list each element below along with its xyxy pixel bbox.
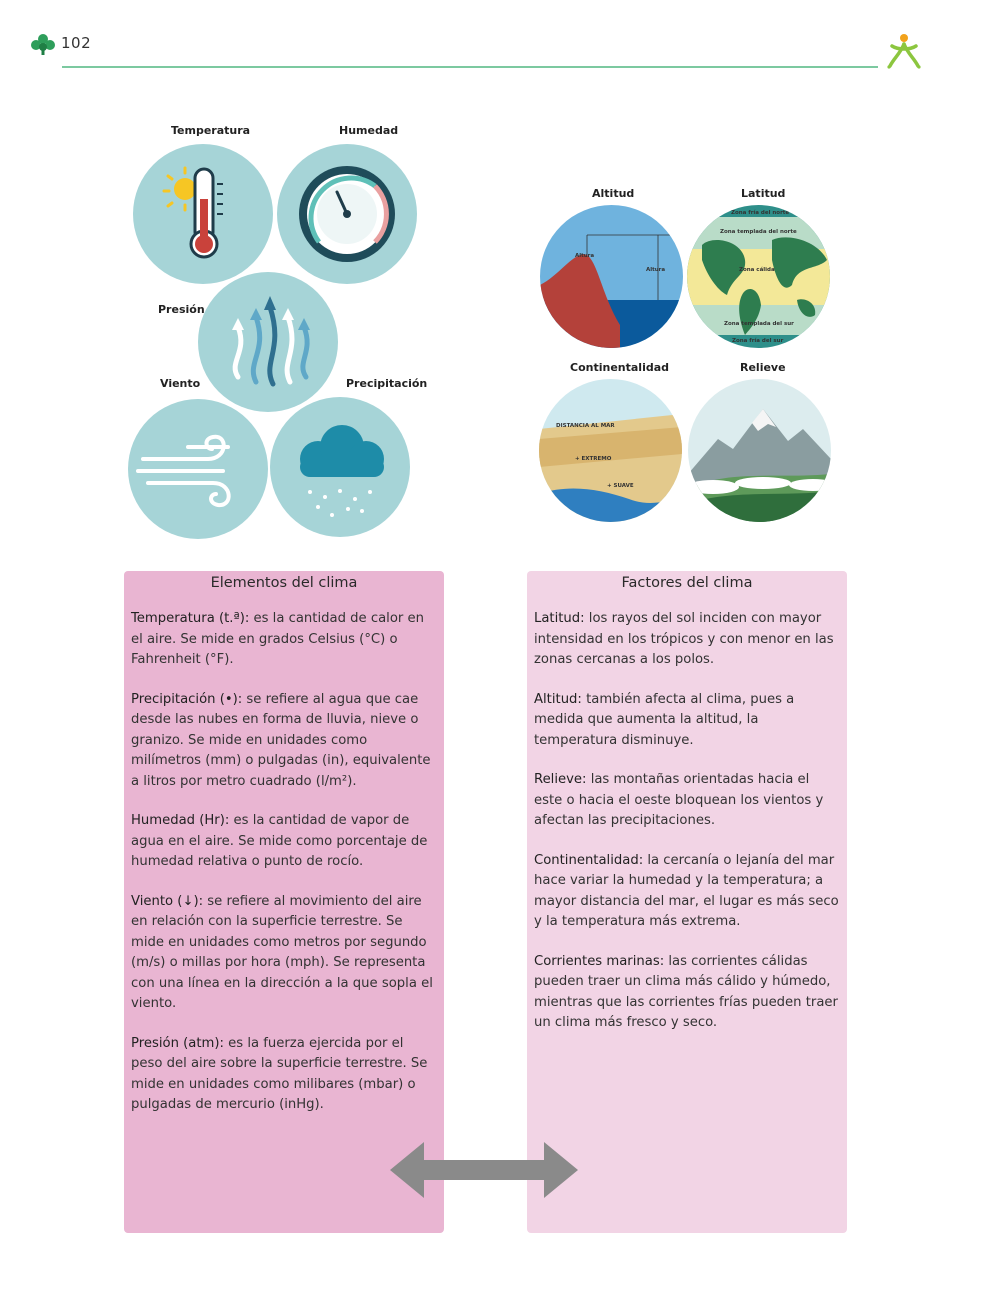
zona-fria-norte-label: Zona fría del norte [731,210,790,216]
elemento-humedad: Humedad (Hr): es la cantidad de vapor de agua en el aire. Se mide como porcentaje de humedad relativa o punto de rocío. [131,813,428,869]
latitude-globe-icon [687,205,830,348]
latitude-circle [687,205,830,348]
wind-circle [128,399,268,539]
continentality-circle [539,379,682,522]
factor-corrientes-marinas: Corrientes marinas: las corrientes cálidas pueden traer un clima más cálido y húmedo, mientras que las corrientes frías pueden traer un clima más fresco y seco. [534,953,838,1030]
continentality-diagram-icon [539,379,682,522]
thermometer-icon [133,144,273,284]
label-continentalidad: Continentalidad [570,361,670,374]
pressure-circle [198,272,338,412]
precipitation-circle [270,397,410,537]
series-logo-icon [884,32,924,76]
altitude-circle [540,205,683,348]
elementos-title: Elementos del clima [210,575,358,591]
elemento-presion: Presión (atm): es la fuerza ejercida por el peso del aire sobre la superficie terrestre. Se mide en unidades como milibares (mbar) o pulgadas de mercurio (inHg). [131,1035,428,1112]
altura-label-1: Altura [575,253,595,259]
suave-label: + SUAVE [607,483,634,489]
hygrometer-icon [277,144,417,284]
relief-circle [688,379,831,522]
factores-panel [527,571,847,1233]
label-presion: Presión [158,303,205,316]
mountains-icon [688,379,831,522]
extremo-label: + EXTREMO [575,456,612,462]
elemento-precipitacion: Precipitación (•): se refiere al agua que cae desde las nubes en forma de lluvia, nieve o granizo. Se mide en unidades como milímetros (mm) o pulgadas (in), equivalente a litros por metro cuadrado (l/m²). [131,691,431,789]
double-arrow-icon [388,1138,580,1206]
distancia-al-mar-label: DISTANCIA AL MAR [556,423,615,429]
elemento-viento: Viento (↓): se refiere al movimiento del aire en relación con la superficie terrestre. Se mide en unidades como metros por segundo (m/s) o millas por hora (mph). Se representa con una línea en la dirección a la que sopla el viento. [131,893,433,1011]
pressure-arrows-icon [198,272,338,412]
altitude-diagram-icon [540,205,683,348]
label-precipitacion: Precipitación [346,377,428,390]
label-altitud: Altitud [592,187,635,200]
temperature-circle [133,144,273,284]
elemento-temperatura: Temperatura (t.ª): es la cantidad de calor en el aire. Se mide en grados Celsius (°C) o Fahrenheit (°F). [131,611,424,667]
factor-relieve: Relieve: las montañas orientadas hacia el este o hacia el oeste bloquean los vientos y afectan las precipitaciones. [534,772,824,828]
header-divider [62,66,878,68]
wind-icon [128,399,268,539]
rain-cloud-icon [270,397,410,537]
elementos-panel [124,571,444,1233]
zona-templada-norte-label: Zona templada del norte [720,229,797,235]
zona-calida-label: Zona cálida [739,267,775,273]
factor-latitud: Latitud: los rayos del sol inciden con mayor intensidad en los trópicos y con menor en las zonas cercanas a los polos. [534,611,834,667]
publisher-logo-icon [30,32,56,60]
factor-continentalidad: Continentalidad: la cercanía o lejanía del mar hace variar la humedad y la temperatura; a mayor distancia del mar, el lugar es más seco y la temperatura más extrema. [534,852,839,929]
factor-altitud: Altitud: también afecta al clima, pues a medida que aumenta la altitud, la temperatura disminuye. [534,691,795,748]
label-relieve: Relieve [740,361,786,374]
label-viento: Viento [160,377,201,390]
humidity-circle [277,144,417,284]
page-number: 102 [61,34,92,52]
label-temperatura: Temperatura [171,124,251,137]
zona-templada-sur-label: Zona templada del sur [724,321,794,327]
altura-label-2: Altura [646,267,666,273]
factores-title: Factores del clima [621,575,753,591]
label-latitud: Latitud [741,187,786,200]
zona-fria-sur-label: Zona fría del sur [732,338,784,344]
label-humedad: Humedad [339,124,399,137]
